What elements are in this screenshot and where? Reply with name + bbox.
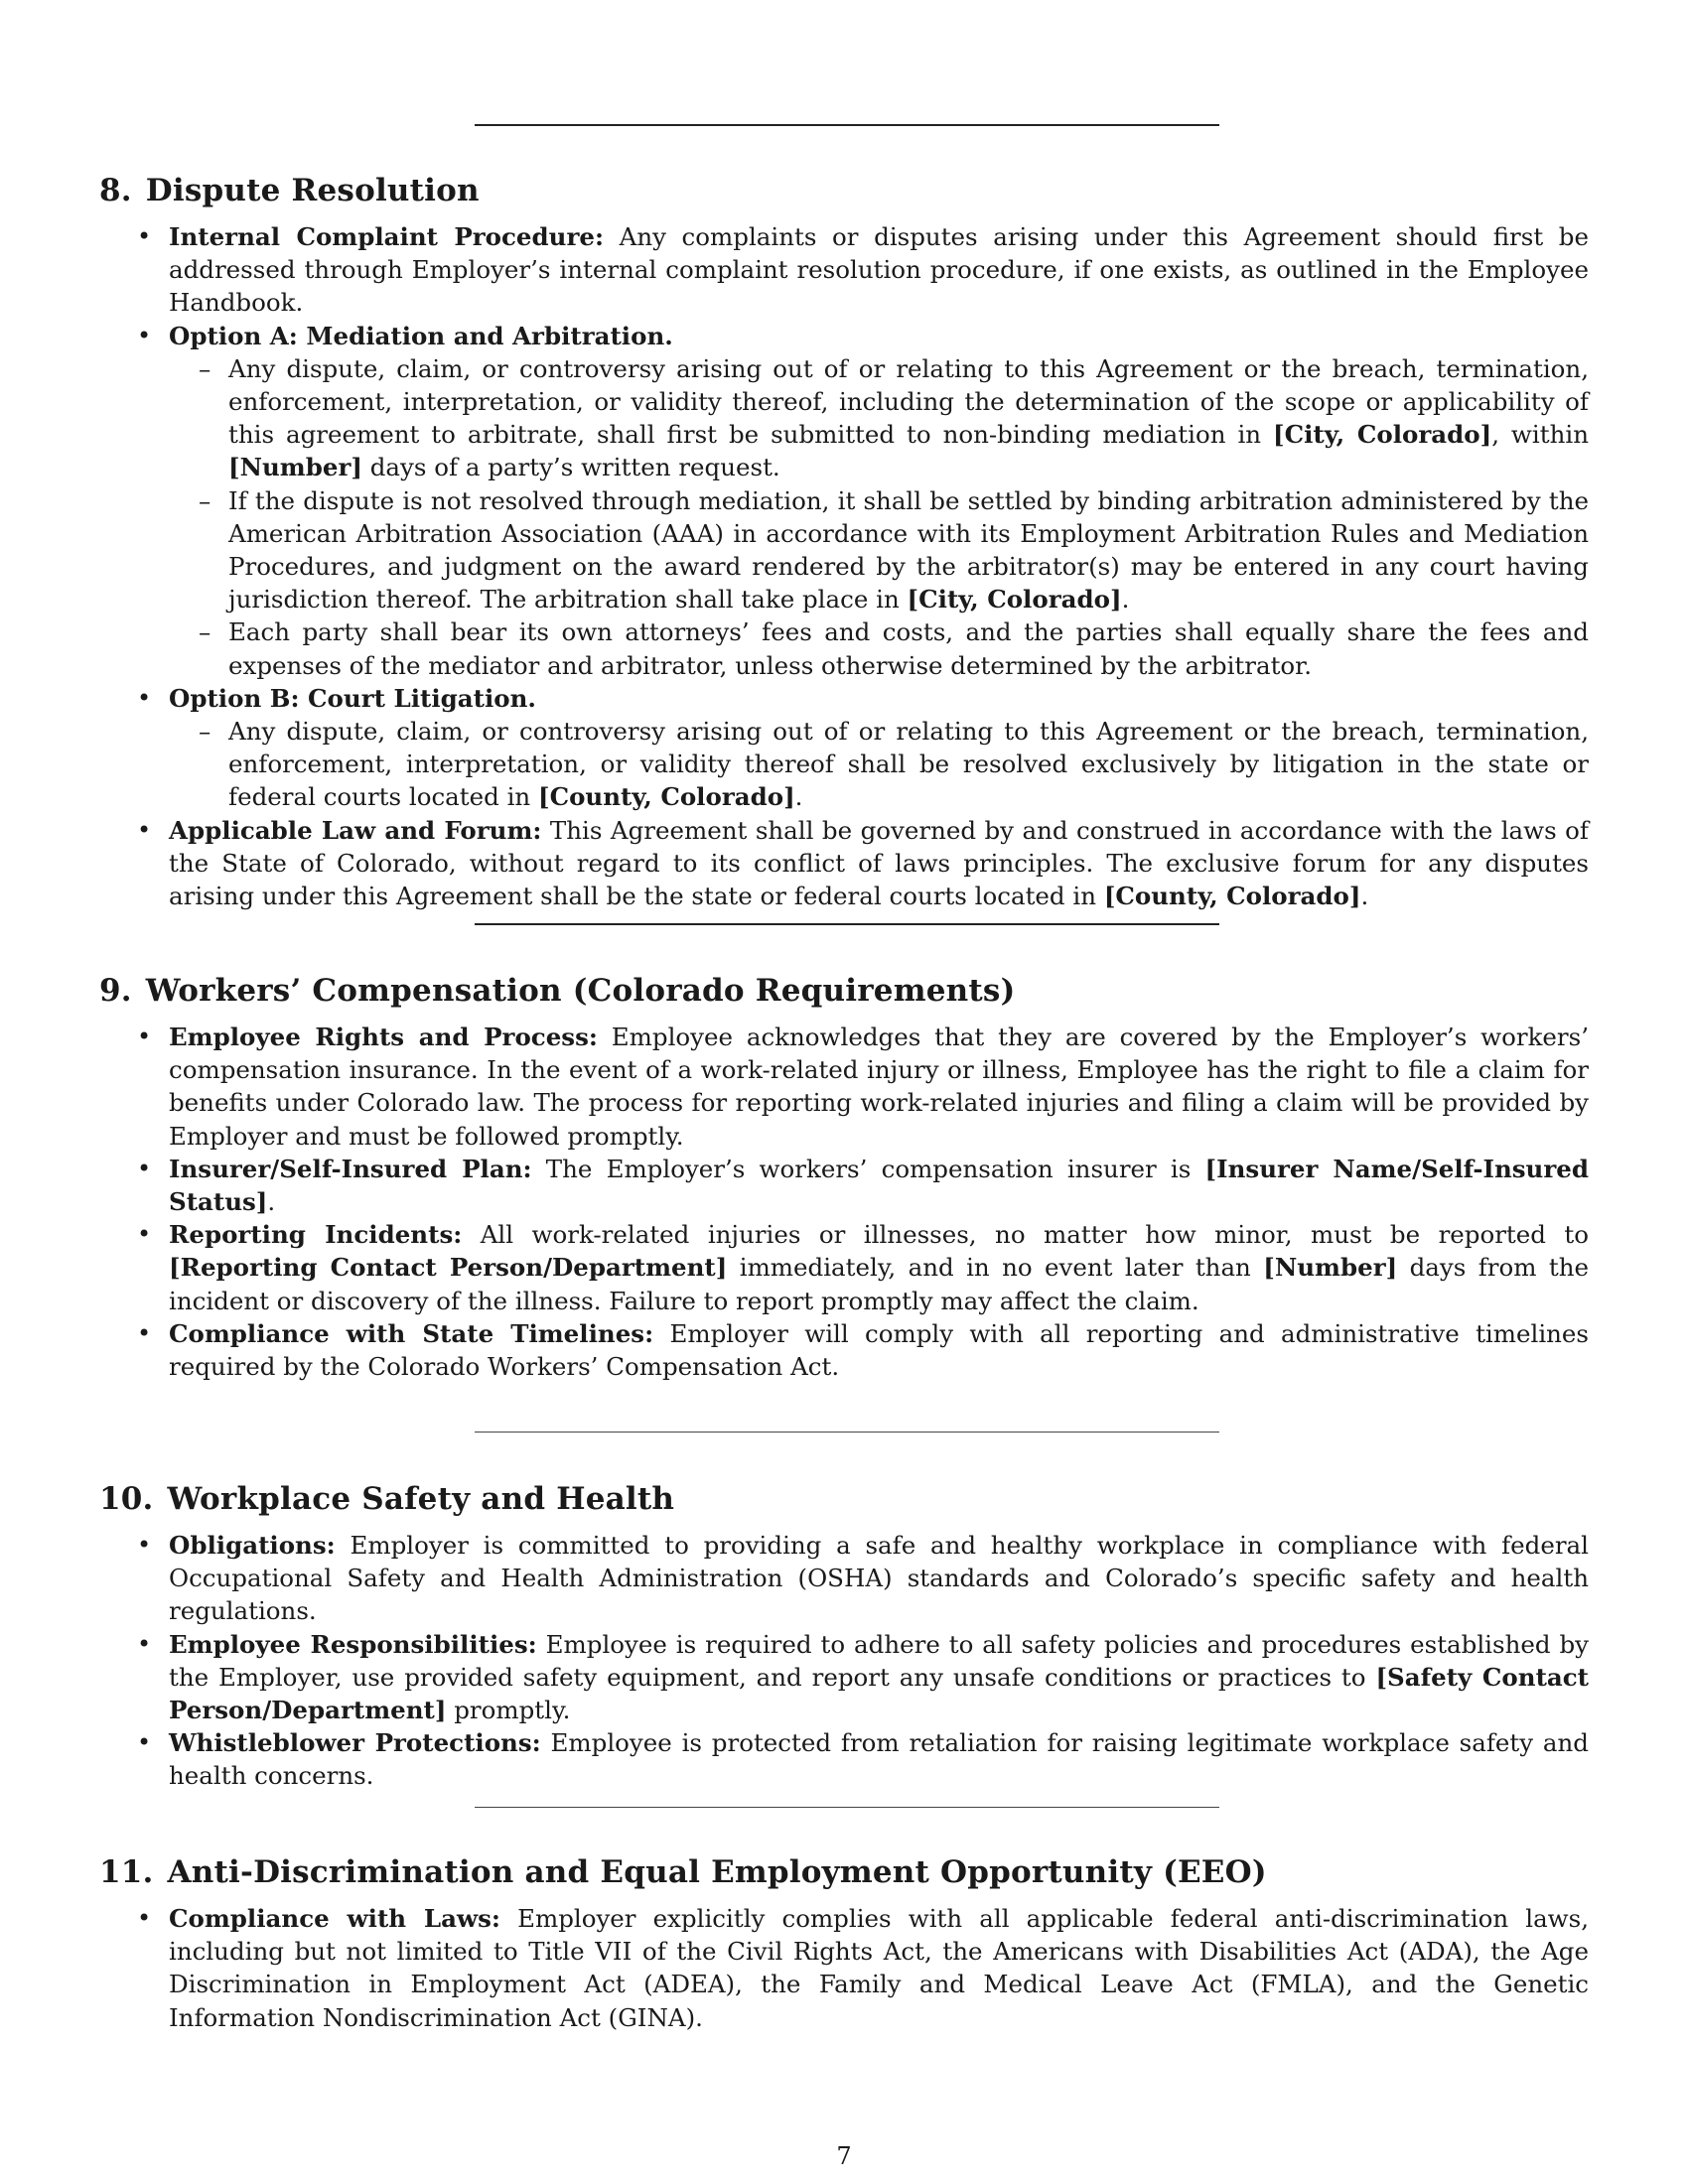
placeholder-city: [City, Colorado] [907, 585, 1122, 614]
item-text: Employee acknowledges that they are covered by the Employer’s workers’ compensation insurance. In the event of a work-related injury or illness, Employee has the right to file a claim for benefits under Colorado law. The process for reporting work-related injuries and filing a claim will be provided by Employer and must be followed promptly. [169, 1023, 1589, 1151]
placeholder-county: [County, Colorado] [1103, 882, 1361, 911]
item-label: Obligations: [169, 1531, 336, 1560]
section-divider [475, 124, 1219, 126]
item-text: immediately, and in no event later than [727, 1253, 1264, 1283]
bullet-icon: • [137, 1728, 152, 1757]
bullet-icon: • [137, 683, 152, 712]
item-label: Option B: Court Litigation. [169, 683, 536, 713]
item-label: Employee Rights and Process: [169, 1023, 598, 1051]
bullet-list [99, 1021, 1589, 1383]
section-divider [475, 923, 1219, 925]
item-text: , within [1491, 420, 1589, 450]
item-label: Whistleblower Protections: [169, 1728, 541, 1758]
list-item [99, 1021, 1589, 1153]
bullet-list [99, 1529, 1589, 1793]
item-text: Employee is required to adhere to all safety policies and procedures established by the Employer, use provided safety equipment, and report any unsafe conditions or practices to [169, 1629, 1590, 1692]
sub-list-item [169, 484, 1589, 616]
dash-icon: – [199, 617, 211, 647]
item-text: Employer will comply with all reporting and administrative timelines required by the Colorado Workers’ Compensation Act. [169, 1318, 1590, 1382]
item-text: days of a party’s written request. [361, 453, 780, 482]
item-label: Internal Complaint Procedure: [169, 222, 604, 251]
list-item [99, 1317, 1589, 1383]
section-number: 9. [99, 973, 132, 1009]
item-text: The Employer’s workers’ compensation insurer is [531, 1154, 1205, 1183]
dash-icon: – [199, 717, 211, 747]
bullet-icon: • [137, 1220, 152, 1249]
section-title: Dispute Resolution [145, 173, 480, 208]
section-heading [99, 171, 1589, 210]
placeholder-county: [County, Colorado] [538, 782, 795, 812]
section-title: Anti-Discrimination and Equal Employment Opportunity (EEO) [167, 1854, 1267, 1890]
item-text: Each party shall bear its own attorneys’ fees and costs, and the parties shall equally share the fees and expenses of the mediator and arbitrator, unless otherwise determined by the arbitrator. [228, 617, 1589, 680]
list-item [99, 1726, 1589, 1792]
section-10-workplace-safety [99, 1479, 1589, 1793]
list-item [99, 814, 1589, 913]
section-divider [475, 1432, 1219, 1433]
item-text: . [794, 782, 803, 812]
bullet-icon: • [137, 321, 152, 349]
bullet-icon: • [137, 222, 152, 250]
section-number: 10. [99, 1481, 154, 1517]
item-label: Employee Responsibilities: [169, 1629, 537, 1659]
item-text: . [1360, 882, 1369, 911]
item-text: This Agreement shall be governed by and construed in accordance with the laws of the State of Colorado, without regard to its conflict of laws principles. The exclusive forum for any disputes arising under this Agreement shall be the state or federal courts located in [169, 815, 1589, 911]
bullet-icon: • [137, 1318, 152, 1347]
item-label: Compliance with Laws: [169, 1904, 500, 1933]
sub-list-item [169, 352, 1589, 484]
section-8-dispute-resolution [99, 171, 1589, 912]
item-text: Any dispute, claim, or controversy arising out of or relating to this Agreement or the breach, termination, enforcement, interpretation, or validity thereof shall be resolved exclusively by litigation in the state or federal courts located in [228, 717, 1589, 812]
section-9-workers-compensation [99, 971, 1589, 1383]
item-label: Applicable Law and Forum: [169, 815, 542, 845]
list-item [99, 1218, 1589, 1317]
list-item [99, 1628, 1589, 1727]
item-label: Reporting Incidents: [169, 1220, 463, 1250]
bullet-icon: • [137, 815, 152, 844]
section-number: 8. [99, 173, 132, 208]
list-item [99, 1153, 1589, 1218]
item-text: . [267, 1187, 276, 1217]
placeholder-insurer: [Insurer Name/Self-Insured Status] [169, 1154, 1589, 1217]
list-item [99, 320, 1589, 682]
placeholder-number: [Number] [1263, 1253, 1398, 1283]
section-title: Workplace Safety and Health [167, 1481, 675, 1517]
section-heading [99, 1852, 1589, 1892]
item-text: Employer is committed to providing a safe and healthy workplace in compliance with federal Occupational Safety and Health Administration (OSHA) standards and Colorado’s specific safety and health regulations. [169, 1531, 1589, 1626]
section-divider [475, 1807, 1219, 1808]
section-11-anti-discrimination [99, 1852, 1589, 2034]
item-text: If the dispute is not resolved through mediation, it shall be settled by binding arbitration administered by the American Arbitration Association (AAA) in accordance with its Employment Arbitration Rules and Mediation Procedures, and judgment on the award rendered by the arbitrator(s) may be entered in any court having jurisdiction thereof. The arbitration shall take place in [228, 485, 1589, 614]
section-number: 11. [99, 1854, 154, 1890]
sub-list [169, 715, 1589, 814]
placeholder-safety-contact: [Safety Contact Person/Department] [169, 1662, 1589, 1725]
bullet-list [99, 220, 1589, 912]
bullet-icon: • [137, 1023, 152, 1050]
item-label: Insurer/Self-Insured Plan: [169, 1154, 532, 1183]
page-number: 7 [836, 2142, 852, 2170]
item-text: . [1121, 585, 1130, 614]
bullet-icon: • [137, 1154, 152, 1182]
section-heading [99, 971, 1589, 1011]
bullet-icon: • [137, 1904, 152, 1932]
sub-list [169, 352, 1589, 682]
placeholder-number: [Number] [228, 453, 362, 482]
item-text: promptly. [446, 1696, 571, 1725]
sub-list-item [169, 615, 1589, 681]
bullet-icon: • [137, 1629, 152, 1658]
dash-icon: – [199, 485, 211, 515]
list-item [99, 220, 1589, 320]
item-text: Any complaints or disputes arising under this Agreement should first be addressed through Employer’s internal complaint resolution procedure, if one exists, as outlined in the Employee Handbook. [169, 222, 1589, 318]
list-item [99, 682, 1589, 814]
item-label: Option A: Mediation and Arbitration. [169, 321, 673, 350]
sub-list-item [169, 715, 1589, 814]
item-text: Employee is protected from retaliation for raising legitimate workplace safety and health concerns. [169, 1728, 1589, 1791]
item-text: All work-related injuries or illnesses, no matter how minor, must be reported to [462, 1220, 1589, 1250]
item-text: Employer explicitly complies with all applicable federal anti-discrimination laws, including but not limited to Title VII of the Civil Rights Act, the Americans with Disabilities Act (ADA), the Age Discrimination in Employment Act (ADEA), the Family and Medical Leave Act (FMLA), and the Genetic Information Nondiscrimination Act (GINA). [169, 1904, 1590, 2032]
section-title: Workers’ Compensation (Colorado Requirements) [145, 973, 1016, 1009]
item-text: Any dispute, claim, or controversy arising out of or relating to this Agreement or the breach, termination, enforcement, interpretation, or validity thereof, including the determination of the scope or applicability of this agreement to arbitrate, shall first be submitted to non-binding mediation in [228, 353, 1589, 450]
bullet-list [99, 1902, 1589, 2034]
item-text: days from the incident or discovery of the illness. Failure to report promptly may affect the claim. [169, 1253, 1590, 1315]
list-item [99, 1529, 1589, 1628]
dash-icon: – [199, 353, 211, 383]
item-label: Compliance with State Timelines: [169, 1318, 654, 1348]
placeholder-contact: [Reporting Contact Person/Department] [169, 1253, 728, 1283]
bullet-icon: • [137, 1531, 152, 1559]
list-item [99, 1902, 1589, 2034]
section-heading [99, 1479, 1589, 1519]
placeholder-city: [City, Colorado] [1273, 420, 1492, 450]
